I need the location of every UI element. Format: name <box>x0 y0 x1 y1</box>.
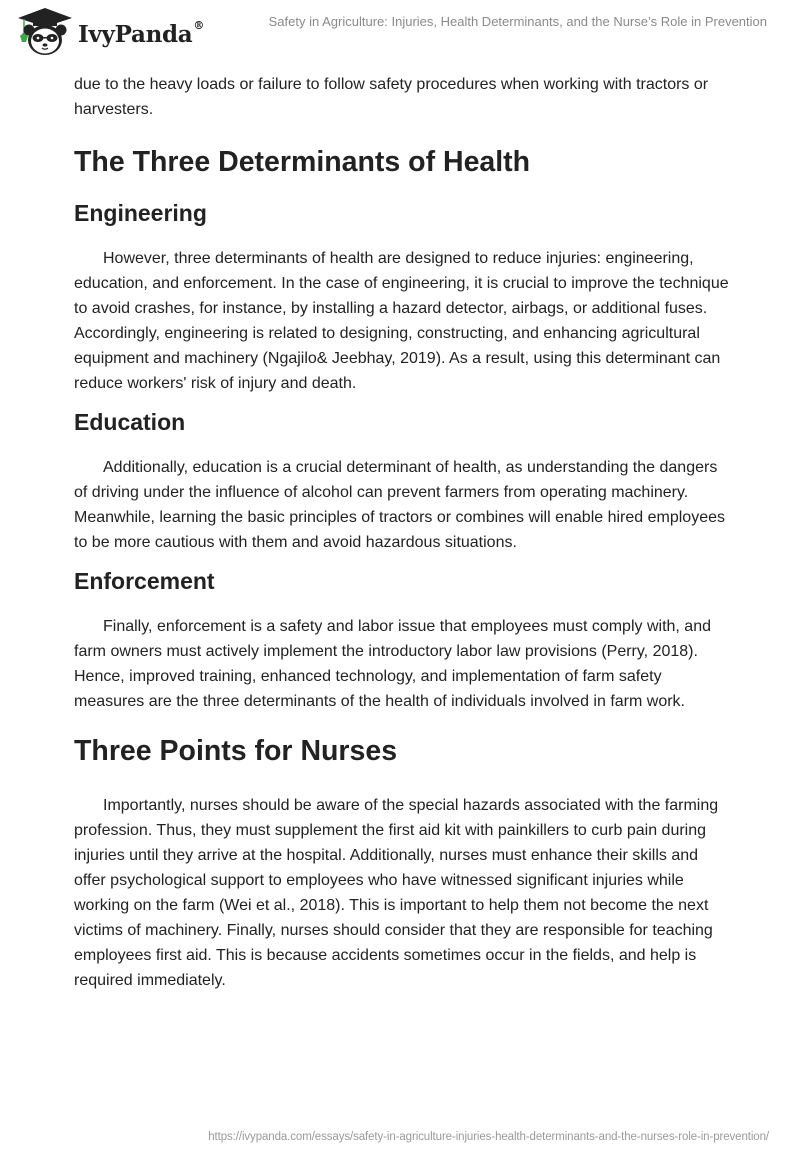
logo-wordmark: IvyPanda® <box>78 18 205 48</box>
paragraph-engineering: However, three determinants of health are designed to reduce injuries: engineering, education, and enforcement. In the case of engineering, it is crucial to improve the technique to avoid crashes, for instance, by installing a hazard detector, airbags, or additional fuses. Accordingly, engineering is related to designing, constructing, and enhancing agricultural equipment and machinery (Ngajilo& Jeebhay, 2019). As a result, using this determinant can reduce workers' risk of injury and death. <box>74 250 729 392</box>
source-url[interactable]: https://ivypanda.com/essays/safety-in-agriculture-injuries-health-determinants-and-the-nurses-role-in-prevention/ <box>208 1131 769 1143</box>
paragraph-enforcement: Finally, enforcement is a safety and labor issue that employees must comply with, and farm owners must actively implement the introductory labor law provisions (Perry, 2018). Hence, improved training, enhanced technology, and implementation of farm safety measures are the three determinants of the health of individuals involved in farm work. <box>74 618 711 710</box>
subheading-enforcement: Enforcement <box>74 568 215 594</box>
document-title: Safety in Agriculture: Injuries, Health Determinants, and the Nurse’s Role in Prevention <box>268 14 767 29</box>
ivypanda-logo[interactable] <box>16 6 204 58</box>
panda-graduate-icon <box>16 6 74 58</box>
paragraph-education: Additionally, education is a crucial determinant of health, as understanding the dangers of driving under the influence of alcohol can prevent farmers from operating machinery. Meanwhile, learning the basic principles of tractors or combines will enable hired employees to be more cautious with them and avoid hazardous situations. <box>74 459 725 551</box>
subheading-engineering: Engineering <box>74 200 207 226</box>
essay-content <box>74 72 734 993</box>
page-header <box>0 0 800 60</box>
registered-mark: ® <box>193 18 205 32</box>
intro-paragraph: due to the heavy loads or failure to follow safety procedures when working with tractors or harvesters. <box>74 76 709 118</box>
paragraph-nurses: Importantly, nurses should be aware of the special hazards associated with the farming profession. Thus, they must supplement the first aid kit with painkillers to curb pain during injuries until they arrive at the hospital. Additionally, nurses must enhance their skills and offer psychological support to employees who have witnessed significant injuries while working on the farm (Wei et al., 2018). This is important to help them not become the next victims of machinery. Finally, nurses should consider that they are responsible for teaching employees first aid. This is because accidents sometimes occur in the fields, and help is required immediately. <box>74 797 719 989</box>
section-heading-nurses: Three Points for Nurses <box>74 735 398 767</box>
subheading-education: Education <box>74 409 186 435</box>
section-heading-determinants: The Three Determinants of Health <box>74 146 531 178</box>
